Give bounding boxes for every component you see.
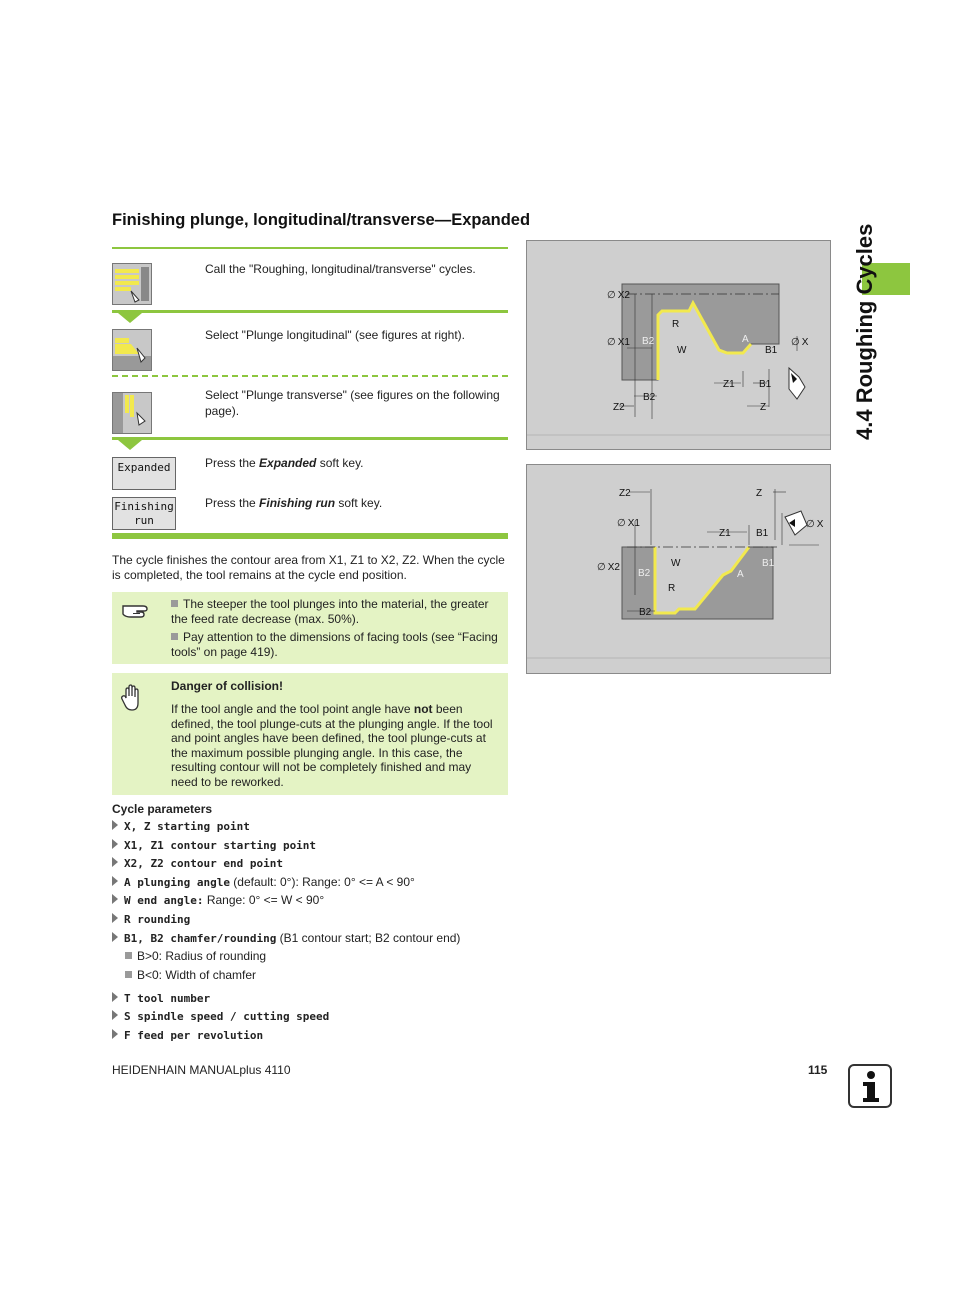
arrow-down-icon [118, 313, 142, 323]
softkey-instruction: Press the Finishing run soft key. [205, 496, 383, 510]
divider [112, 247, 508, 249]
param-item: R rounding [112, 912, 190, 927]
svg-text:∅X2: ∅ X2 [597, 562, 620, 573]
svg-text:∅X2: ∅ X2 [607, 290, 630, 301]
footer-manual-name: HEIDENHAIN MANUALplus 4110 [112, 1063, 291, 1077]
svg-text:B2: B2 [638, 568, 651, 579]
step-text: Select "Plunge longitudinal" (see figures at right). [205, 328, 465, 342]
page-number: 115 [808, 1063, 828, 1077]
section-title: Finishing plunge, longitudinal/transverse—Expanded [112, 211, 531, 229]
param-item: X1, Z1 contour starting point [112, 838, 316, 853]
param-subitem: B<0: Width of chamfer [125, 968, 256, 983]
svg-text:∅X1: ∅ X1 [617, 518, 640, 529]
dashed-divider [112, 375, 508, 377]
note-item: The steeper the tool plunges into the material, the greater the feed rate decrease (max. 50%). [171, 597, 489, 626]
softkey-instruction: Press the Expanded soft key. [205, 456, 364, 470]
finishing-run-softkey[interactable]: Finishing run [112, 497, 176, 530]
plunge-transverse-icon [112, 392, 152, 434]
param-item: T tool number [112, 991, 210, 1006]
chapter-side-title: 4.4 Roughing Cycles [852, 223, 877, 440]
param-item: X2, Z2 contour end point [112, 856, 283, 871]
svg-text:B2: B2 [639, 607, 652, 618]
svg-text:A: A [742, 334, 749, 345]
cycle-description: The cycle finishes the contour area from X1, Z1 to X2, Z2. When the cycle is completed, the tool remains at the cycle end position. [112, 553, 505, 582]
danger-title: Danger of collision! [171, 679, 284, 693]
svg-text:∅X1: ∅ X1 [607, 337, 630, 348]
svg-text:∅X: ∅ X [791, 337, 809, 348]
roughing-cycle-icon [112, 263, 152, 305]
svg-text:B1: B1 [756, 528, 769, 539]
figure-plunge-longitudinal [526, 240, 831, 450]
stop-hand-icon [121, 684, 143, 717]
divider [112, 310, 508, 313]
param-item: X, Z starting point [112, 819, 250, 834]
svg-text:R: R [668, 583, 676, 594]
divider [112, 533, 508, 539]
param-item: B1, B2 chamfer/rounding (B1 contour start; B2 contour end) [112, 931, 460, 946]
info-icon [848, 1064, 892, 1108]
divider [112, 437, 508, 440]
param-item: A plunging angle (default: 0°): Range: 0° <= A < 90° [112, 875, 415, 890]
step-text: Call the "Roughing, longitudinal/transverse" cycles. [205, 262, 476, 276]
svg-text:∅X: ∅ X [806, 519, 824, 530]
param-item: F feed per revolution [112, 1028, 263, 1043]
svg-text:R: R [672, 319, 680, 330]
svg-text:Z2: Z2 [613, 402, 625, 413]
svg-text:B1: B1 [762, 558, 775, 569]
svg-text:Z: Z [760, 402, 767, 413]
svg-text:Z1: Z1 [719, 528, 731, 539]
svg-text:B1: B1 [759, 379, 772, 390]
step-text: Select "Plunge transverse" (see figures on the following page). [205, 388, 500, 418]
figure-plunge-transverse [526, 464, 831, 674]
svg-text:B2: B2 [642, 336, 655, 347]
param-item: S spindle speed / cutting speed [112, 1009, 329, 1024]
svg-text:A: A [737, 569, 744, 580]
param-subitem: B>0: Radius of rounding [125, 949, 266, 964]
danger-text: If the tool angle and the tool point angle have not been defined, the tool plunge-cuts at the plunging angle. If the tool and point angles have been defined, the tool plunge-cuts at the maximum possible plunging angle. In this case, the resulting contour will not be completely finished and may need to be reworked. [171, 702, 493, 789]
note-item: Pay attention to the dimensions of facing tools (see “Facing tools” on page 419). [171, 630, 498, 659]
arrow-down-icon [118, 440, 142, 450]
pointing-hand-icon [121, 600, 153, 627]
plunge-longitudinal-icon [112, 329, 152, 371]
svg-text:W: W [677, 345, 687, 356]
svg-text:B2: B2 [643, 392, 656, 403]
svg-text:Z2: Z2 [619, 488, 631, 499]
cycle-parameters-title: Cycle parameters [112, 802, 213, 816]
svg-text:W: W [671, 558, 681, 569]
svg-text:B1: B1 [765, 345, 778, 356]
expanded-softkey[interactable]: Expanded [112, 457, 176, 490]
svg-text:Z1: Z1 [723, 379, 735, 390]
svg-text:Z: Z [756, 488, 763, 499]
param-item: W end angle: Range: 0° <= W < 90° [112, 893, 324, 908]
